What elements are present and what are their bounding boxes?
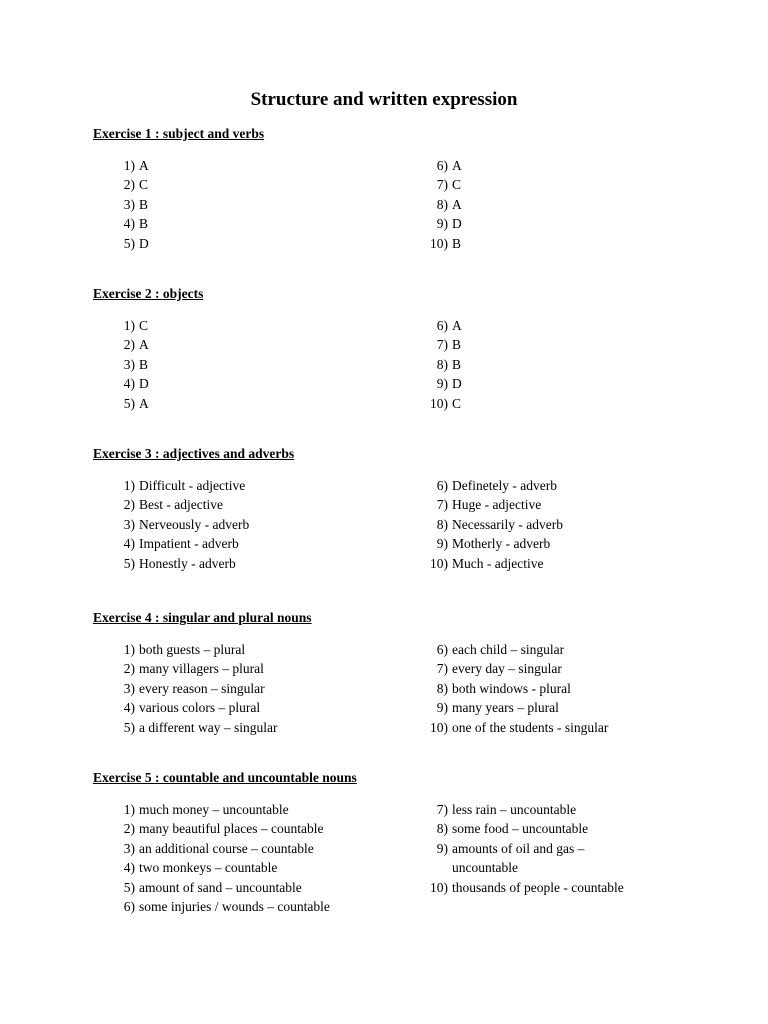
- answer-number: 6): [436, 318, 448, 333]
- answer-number: 3): [123, 356, 135, 372]
- answer-text: one of the students - singular: [452, 719, 609, 735]
- answer-number: 2): [123, 661, 135, 677]
- answer-item: [113, 515, 408, 534]
- answer-number: 8): [436, 680, 448, 696]
- answer-text: some food – uncountable: [452, 821, 589, 837]
- answer-text: thousands of people - countable: [452, 879, 624, 895]
- exercise-2-left-column: [113, 316, 408, 413]
- answer-number: 8): [436, 821, 448, 837]
- answer-item: [113, 175, 408, 194]
- answer-number: 7): [436, 177, 448, 193]
- answer-number: 8): [436, 196, 448, 212]
- answer-item: [113, 679, 408, 698]
- exercise-1-heading: Exercise 1 : subject and verbs: [93, 126, 265, 141]
- answer-text: Much - adjective: [452, 555, 544, 571]
- answer-text: A: [139, 337, 149, 353]
- answer-item: [426, 819, 713, 838]
- answer-item: [426, 335, 713, 354]
- answer-number: 4): [123, 860, 135, 876]
- answer-text: C: [139, 177, 149, 193]
- exercise-2-right-column: [426, 316, 713, 413]
- answer-number: 1): [123, 478, 135, 493]
- answer-text: A: [452, 318, 462, 333]
- page-title: Structure and written expression: [250, 89, 518, 110]
- answer-number: 7): [436, 337, 448, 353]
- answer-text: both guests – plural: [139, 642, 246, 657]
- exercise-5-heading: Exercise 5 : countable and uncountable nouns: [93, 770, 357, 785]
- answer-number: 5): [123, 879, 135, 895]
- answer-text: Huge - adjective: [452, 497, 542, 513]
- answer-item: [426, 495, 713, 514]
- answer-text: Best - adjective: [139, 497, 223, 513]
- answer-text: many beautiful places – countable: [139, 821, 324, 837]
- answer-item: [113, 659, 408, 678]
- exercise-4-heading: Exercise 4 : singular and plural nouns: [93, 610, 312, 625]
- exercise-1-left-column: [113, 156, 408, 253]
- exercise-4-left-column: [113, 640, 408, 737]
- answer-text: Nerveously - adverb: [139, 516, 250, 532]
- answer-item: [113, 839, 408, 858]
- answer-number: 10): [430, 395, 448, 411]
- answer-item: [113, 800, 408, 819]
- answer-item: [113, 355, 408, 374]
- answer-item: [113, 234, 408, 253]
- answer-item: [426, 534, 713, 553]
- answer-item: [113, 819, 408, 838]
- exercise-1-section: [93, 126, 713, 276]
- answer-number: 5): [123, 395, 135, 411]
- answer-number: 10): [430, 719, 448, 735]
- answer-number: 9): [436, 700, 448, 716]
- answer-text: Impatient - adverb: [139, 536, 239, 552]
- answer-number: 1): [123, 642, 135, 657]
- answer-item: [426, 718, 713, 737]
- answer-item: [113, 214, 408, 233]
- answer-text: B: [139, 196, 149, 212]
- answer-text: B: [139, 216, 149, 232]
- answer-number: 1): [123, 318, 135, 333]
- answer-text: D: [139, 235, 149, 251]
- answer-item: [426, 394, 713, 413]
- answer-number: 3): [123, 196, 135, 212]
- exercise-4-section: [93, 610, 713, 760]
- answer-number: 9): [436, 376, 448, 392]
- answer-text: every day – singular: [452, 661, 562, 677]
- answer-number: 7): [436, 661, 448, 677]
- exercise-5-section: [93, 770, 713, 940]
- answer-number: 6): [123, 899, 135, 915]
- answer-text: C: [452, 395, 462, 411]
- answer-number: 3): [123, 516, 135, 532]
- exercise-4-right-column: [426, 640, 713, 737]
- answer-item: [426, 234, 713, 253]
- answer-item: [113, 878, 408, 897]
- answer-number: 6): [436, 158, 448, 173]
- answer-item: [113, 534, 408, 553]
- answer-item: [426, 878, 713, 897]
- answer-item: [426, 374, 713, 393]
- exercise-3-left-column: [113, 476, 408, 573]
- answer-number: 9): [436, 216, 448, 232]
- answer-text: Honestly - adverb: [139, 555, 236, 571]
- answer-number: 6): [436, 478, 448, 493]
- answer-text: B: [139, 356, 149, 372]
- exercise-3-section: [93, 446, 713, 596]
- answer-item: [426, 355, 713, 374]
- answer-text: many years – plural: [452, 700, 559, 716]
- answer-continuation: uncountable: [452, 860, 518, 876]
- answer-item: [113, 640, 408, 659]
- answer-item: [113, 156, 408, 175]
- answer-text: a different way – singular: [139, 719, 278, 735]
- answer-number: 1): [123, 158, 135, 173]
- answer-text: many villagers – plural: [139, 661, 264, 677]
- answer-item: [426, 195, 713, 214]
- answer-item: [426, 839, 713, 858]
- answer-item: [113, 495, 408, 514]
- answer-text: B: [452, 337, 462, 353]
- answer-text: C: [452, 177, 462, 193]
- answer-text: A: [139, 158, 149, 173]
- answer-text: A: [452, 196, 462, 212]
- exercise-2-heading: Exercise 2 : objects: [93, 286, 204, 301]
- answer-number: 2): [123, 177, 135, 193]
- answer-number: 7): [436, 802, 448, 817]
- answer-item: [426, 698, 713, 717]
- answer-text: every reason – singular: [139, 680, 265, 696]
- answer-number: 5): [123, 235, 135, 251]
- answer-item: [113, 374, 408, 393]
- answer-item: [113, 394, 408, 413]
- answer-text: B: [452, 356, 462, 372]
- answer-item: [426, 554, 713, 573]
- answer-text: various colors – plural: [139, 700, 261, 716]
- answer-item: [426, 679, 713, 698]
- answer-item: [113, 335, 408, 354]
- answer-number: 4): [123, 536, 135, 552]
- answer-text: Definetely - adverb: [452, 478, 557, 493]
- answer-number: 10): [430, 555, 448, 571]
- answer-number: 3): [123, 840, 135, 856]
- answer-item: [426, 214, 713, 233]
- answer-item: [426, 659, 713, 678]
- answer-number: 8): [436, 356, 448, 372]
- answer-number: 2): [123, 821, 135, 837]
- answer-number: 1): [123, 802, 135, 817]
- answer-item: [113, 476, 408, 495]
- answer-item: [113, 858, 408, 877]
- exercise-1-right-column: [426, 156, 713, 253]
- answer-text: Motherly - adverb: [452, 536, 551, 552]
- answer-number: 4): [123, 216, 135, 232]
- answer-text: less rain – uncountable: [452, 802, 577, 817]
- answer-text: C: [139, 318, 149, 333]
- exercise-5-left-column: [113, 800, 408, 916]
- answer-text: D: [452, 216, 462, 232]
- answer-number: 5): [123, 719, 135, 735]
- answer-text: D: [452, 376, 462, 392]
- answer-number: 6): [436, 642, 448, 657]
- answer-number: 8): [436, 516, 448, 532]
- answer-number: 3): [123, 680, 135, 696]
- answer-number: 10): [430, 879, 448, 895]
- answer-item: [426, 800, 713, 819]
- exercise-2-section: [93, 286, 713, 436]
- answer-text: each child – singular: [452, 642, 565, 657]
- answer-text: Necessarily - adverb: [452, 516, 563, 532]
- answer-item: [426, 156, 713, 175]
- answer-text: B: [452, 235, 462, 251]
- answer-item: [113, 897, 408, 916]
- answer-number: 10): [430, 235, 448, 251]
- answer-text: some injuries / wounds – countable: [139, 899, 330, 915]
- answer-text: Difficult - adjective: [139, 478, 246, 493]
- answer-item: [426, 316, 713, 335]
- answer-text: A: [139, 395, 149, 411]
- answer-text: amount of sand – uncountable: [139, 879, 302, 895]
- answer-number: 2): [123, 337, 135, 353]
- answer-text: an additional course – countable: [139, 840, 314, 856]
- answer-item: [426, 476, 713, 495]
- answer-number: 2): [123, 497, 135, 513]
- answer-item: [113, 698, 408, 717]
- answer-item: [113, 316, 408, 335]
- answer-item: [113, 554, 408, 573]
- answer-number: 4): [123, 376, 135, 392]
- exercise-3-right-column: [426, 476, 713, 573]
- answer-number: 4): [123, 700, 135, 716]
- answer-text: A: [452, 158, 462, 173]
- answer-text: much money – uncountable: [139, 802, 289, 817]
- answer-number: 5): [123, 555, 135, 571]
- answer-item: [426, 175, 713, 194]
- answer-number: 7): [436, 497, 448, 513]
- answer-text: both windows - plural: [452, 680, 571, 696]
- exercise-3-heading: Exercise 3 : adjectives and adverbs: [93, 446, 295, 461]
- answer-item: [426, 515, 713, 534]
- exercise-5-right-column: [426, 800, 713, 897]
- answer-number: 9): [436, 536, 448, 552]
- answer-number: 9): [436, 840, 448, 856]
- answer-item: [113, 195, 408, 214]
- answer-text: D: [139, 376, 149, 392]
- answer-item: [113, 718, 408, 737]
- answer-text: amounts of oil and gas –: [452, 840, 585, 856]
- answer-text: two monkeys – countable: [139, 860, 278, 876]
- answer-item: [426, 640, 713, 659]
